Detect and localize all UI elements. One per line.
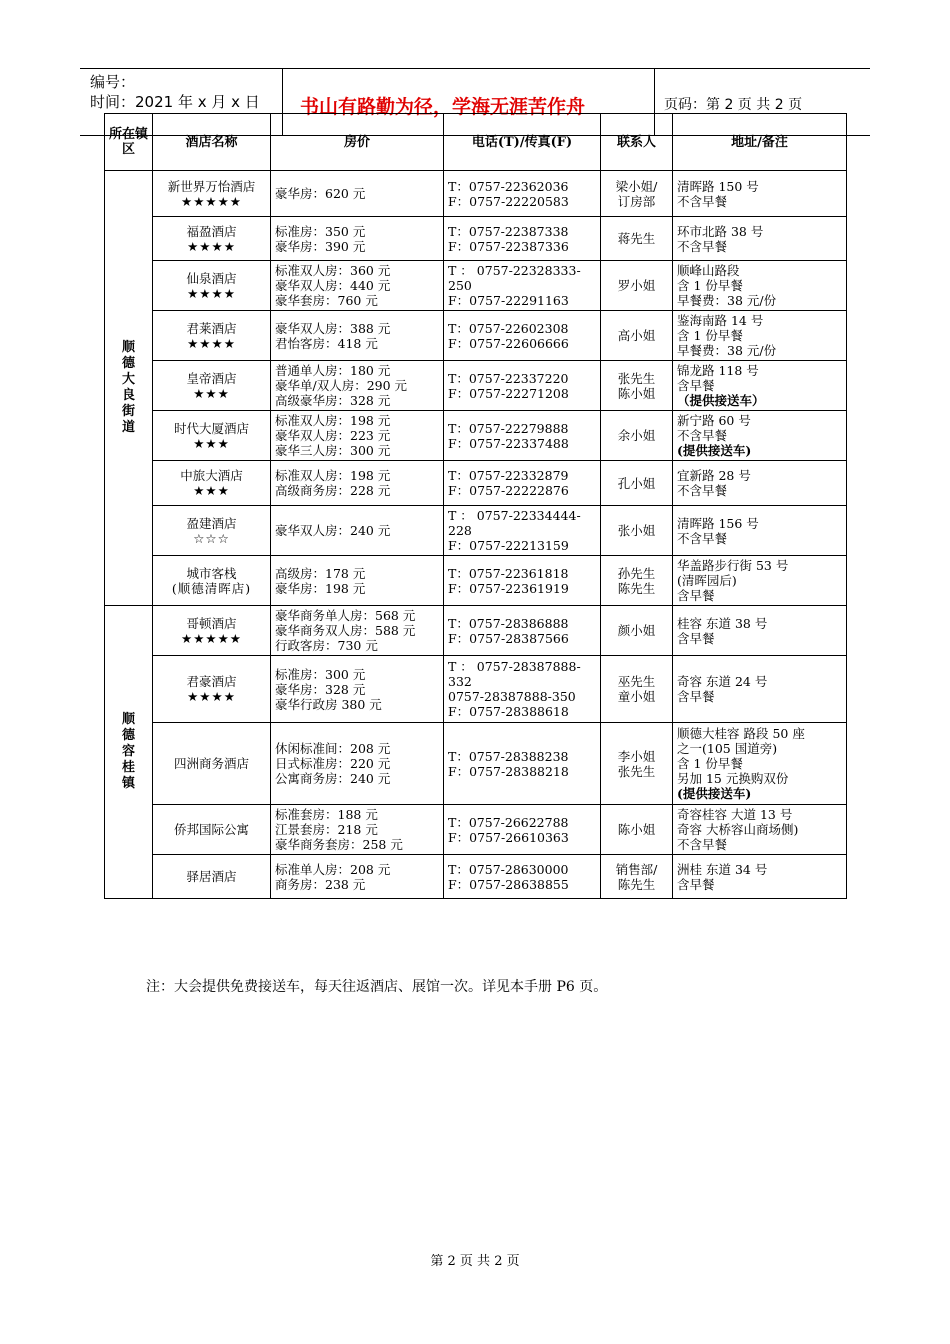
hotel-rating: ★★★ xyxy=(193,435,230,451)
cell-line: T：0757-28388238 xyxy=(448,748,569,764)
address-cell xyxy=(673,656,847,723)
contact-cell xyxy=(601,411,673,461)
cell-line: 含早餐 xyxy=(677,588,715,603)
district-char: 容 xyxy=(121,744,135,759)
hotel-name-cell xyxy=(153,461,271,506)
address-cell xyxy=(673,261,847,311)
cell-line: 另加 15 元换购双份 xyxy=(677,771,789,786)
address-cell xyxy=(673,723,847,805)
cell-line: 含早餐 xyxy=(677,876,715,892)
table-row xyxy=(105,606,847,656)
cell-line: 标准房：350 元 xyxy=(275,223,366,239)
cell-line: 洲桂 东道 34 号 xyxy=(677,861,768,877)
phone-cell xyxy=(444,171,601,217)
cell-line: 豪华双人房：388 元 xyxy=(275,320,391,336)
hotel-name-cell xyxy=(153,556,271,606)
table-body xyxy=(105,171,847,899)
table-row xyxy=(105,656,847,723)
cell-line: 公寓商务房：240 元 xyxy=(275,771,391,786)
cell-line: 顺峰山路段 xyxy=(677,263,740,278)
hotel-table xyxy=(104,113,847,899)
district-char: 街 xyxy=(121,404,135,419)
price-cell xyxy=(271,361,444,411)
cell-line: 含早餐 xyxy=(677,378,715,393)
price-cell xyxy=(271,723,444,805)
district-char: 德 xyxy=(121,728,135,743)
cell-line: F：0757-22271208 xyxy=(448,385,569,401)
cell-line: T：0757-28630000 xyxy=(448,861,569,877)
table-row xyxy=(105,461,847,506)
address-cell xyxy=(673,461,847,506)
cell-line: 豪华房：620 元 xyxy=(275,186,366,201)
hotel-name-cell xyxy=(153,171,271,217)
cell-line: 标准房：300 元 xyxy=(275,666,366,682)
district-char: 德 xyxy=(121,356,135,371)
cell-line: F：0757-22222876 xyxy=(448,483,569,498)
shuttle-note: (提供接送车) xyxy=(677,443,752,458)
contact-cell xyxy=(601,506,673,556)
cell-line: 蒋先生 xyxy=(617,231,656,246)
cell-line: 豪华房：198 元 xyxy=(275,580,366,596)
cell-line: T：0757-28386888 xyxy=(448,615,569,631)
table-header-row xyxy=(105,114,847,171)
cell-line: 不含早餐 xyxy=(677,530,728,546)
price-cell xyxy=(271,311,444,361)
hotel-rating: ★★★★ xyxy=(187,238,236,254)
cell-line: 梁小姐/ xyxy=(615,178,658,194)
cell-line: 巫先生 xyxy=(617,674,656,689)
hotel-name: 福盈酒店 xyxy=(186,223,237,239)
column-header: 房价 xyxy=(271,114,444,171)
price-cell xyxy=(271,656,444,723)
hotel-name-cell xyxy=(153,606,271,656)
cell-line: 江景套房：218 元 xyxy=(275,822,378,837)
cell-line: 休闲标准间：208 元 xyxy=(275,741,391,756)
hotel-rating: ☆☆☆ xyxy=(193,530,230,546)
address-cell xyxy=(673,855,847,899)
column-header: 联系人 xyxy=(601,114,673,171)
cell-line: 0757-28387888-350 xyxy=(448,689,576,704)
hotel-rating: ★★★★ xyxy=(187,335,236,351)
phone-cell xyxy=(444,606,601,656)
cell-line: T ： 0757-22328333- xyxy=(448,263,581,278)
cell-line: 高级豪华房：328 元 xyxy=(275,393,391,408)
cell-line: F：0757-22606666 xyxy=(448,335,569,351)
table-row xyxy=(105,311,847,361)
address-cell xyxy=(673,311,847,361)
contact-cell xyxy=(601,217,673,261)
cell-line: 颜小姐 xyxy=(617,623,656,638)
district-char: 镇 xyxy=(121,776,135,791)
cell-line: 228 xyxy=(448,523,472,538)
hotel-name: 哥顿酒店 xyxy=(186,615,237,631)
cell-line: 豪华商务单人房：568 元 xyxy=(275,608,416,623)
cell-line: 标准双人房：198 元 xyxy=(275,468,391,483)
hotel-name: 君豪酒店 xyxy=(186,674,237,689)
cell-line: 环市北路 38 号 xyxy=(677,223,764,239)
price-cell xyxy=(271,556,444,606)
column-header: 电话(T)/传真(F) xyxy=(444,114,601,171)
cell-line: 豪华三人房：300 元 xyxy=(275,443,391,458)
phone-cell xyxy=(444,506,601,556)
hotel-name: 驿居酒店 xyxy=(186,869,237,884)
contact-cell xyxy=(601,261,673,311)
cell-line: T：0757-22337220 xyxy=(448,370,569,386)
table-row xyxy=(105,805,847,855)
table-row xyxy=(105,855,847,899)
district-char: 顺 xyxy=(121,340,135,355)
cell-line: T ： 0757-28387888- xyxy=(448,659,581,674)
cell-line: F：0757-28638855 xyxy=(448,876,569,892)
contact-cell xyxy=(601,723,673,805)
cell-line: 订房部 xyxy=(617,193,656,209)
cell-line: 含早餐 xyxy=(677,630,715,646)
hotel-name-cell xyxy=(153,361,271,411)
hotel-name-cell xyxy=(153,261,271,311)
district-char: 顺 xyxy=(121,712,135,727)
cell-line: 332 xyxy=(448,674,472,689)
cell-line: 日式标准房：220 元 xyxy=(275,756,391,771)
table-row xyxy=(105,361,847,411)
cell-line: 高级房：178 元 xyxy=(275,565,366,581)
cell-line: T：0757-22362036 xyxy=(448,178,569,194)
address-cell xyxy=(673,217,847,261)
shuttle-note: （提供接送车） xyxy=(677,393,765,408)
cell-line: (清晖园后) xyxy=(677,573,737,588)
cell-line: 之一(105 国道旁) xyxy=(677,741,778,756)
hotel-name-cell xyxy=(153,855,271,899)
phone-cell xyxy=(444,805,601,855)
address-cell xyxy=(673,171,847,217)
cell-line: 豪华双人房：223 元 xyxy=(275,428,391,443)
cell-line: 早餐费：38 元/份 xyxy=(677,343,777,358)
address-cell xyxy=(673,411,847,461)
price-cell xyxy=(271,217,444,261)
price-cell xyxy=(271,461,444,506)
cell-line: 豪华商务双人房：588 元 xyxy=(275,623,416,638)
district-char: 良 xyxy=(121,388,135,403)
cell-line: T：0757-22279888 xyxy=(448,420,569,436)
cell-line: F：0757-22387336 xyxy=(448,238,569,254)
footnote: 注：大会提供免费接送车，每天往返酒店、展馆一次。详见本手册 P6 页。 xyxy=(146,979,608,995)
hotel-name-cell xyxy=(153,805,271,855)
cell-line: 孙先生 xyxy=(617,565,656,581)
cell-line: 含 1 份早餐 xyxy=(677,756,743,771)
cell-line: 标准双人房：198 元 xyxy=(275,413,391,428)
cell-line: 标准双人房：360 元 xyxy=(275,263,391,278)
cell-line: 孔小姐 xyxy=(617,475,656,491)
hotel-name: 皇帝酒店 xyxy=(186,370,237,386)
contact-cell xyxy=(601,606,673,656)
cell-line: 行政客房：730 元 xyxy=(275,638,378,653)
cell-line: 豪华双人房：240 元 xyxy=(275,523,391,538)
contact-cell xyxy=(601,656,673,723)
district-char: 大 xyxy=(121,372,135,387)
cell-line: 不含早餐 xyxy=(677,483,728,498)
cell-line: 含 1 份早餐 xyxy=(677,278,743,293)
cell-line: 清晖路 156 号 xyxy=(677,515,759,531)
cell-line: 童小姐 xyxy=(617,689,656,704)
table-row xyxy=(105,506,847,556)
cell-line: 李小姐 xyxy=(617,748,656,764)
cell-line: 含早餐 xyxy=(677,689,715,704)
hotel-rating: ★★★ xyxy=(193,483,230,498)
cell-line: T：0757-22332879 xyxy=(448,468,569,483)
cell-line: 不含早餐 xyxy=(677,837,728,852)
contact-cell xyxy=(601,311,673,361)
phone-cell xyxy=(444,361,601,411)
hotel-name: 仙泉酒店 xyxy=(186,270,237,286)
table-row xyxy=(105,556,847,606)
cell-line: F：0757-22213159 xyxy=(448,538,569,553)
hotel-name: 中旅大酒店 xyxy=(180,468,243,483)
price-cell xyxy=(271,411,444,461)
phone-cell xyxy=(444,723,601,805)
hotel-rating: ★★★★★ xyxy=(180,193,243,209)
header-motto: 书山有路勤为径，学海无涯苦作舟 xyxy=(300,96,586,118)
hotel-rating: ★★★★ xyxy=(187,285,236,301)
cell-line: 250 xyxy=(448,278,472,293)
cell-line: F：0757-28387566 xyxy=(448,630,569,646)
district-cell xyxy=(105,606,153,899)
contact-cell xyxy=(601,805,673,855)
cell-line: 豪华双人房：440 元 xyxy=(275,278,391,293)
hotel-rating: ★★★★ xyxy=(187,689,236,704)
page-footer: 第 2 页 共 2 页 xyxy=(430,1254,520,1269)
price-cell xyxy=(271,855,444,899)
cell-line: 标准套房：188 元 xyxy=(275,807,378,822)
cell-line: 销售部/ xyxy=(615,861,658,877)
cell-line: F：0757-26610363 xyxy=(448,829,569,845)
header-page-info: 页码：第 2 页 共 2 页 xyxy=(664,97,803,113)
address-cell xyxy=(673,606,847,656)
cell-line: T：0757-22602308 xyxy=(448,320,569,336)
cell-line: 不含早餐 xyxy=(677,428,728,443)
cell-line: T ： 0757-22334444- xyxy=(448,508,581,523)
cell-line: F：0757-22337488 xyxy=(448,435,569,451)
cell-line: 陈先生 xyxy=(617,580,656,596)
phone-cell xyxy=(444,855,601,899)
phone-cell xyxy=(444,261,601,311)
price-cell xyxy=(271,606,444,656)
cell-line: 罗小姐 xyxy=(617,278,656,293)
hotel-rating: ★★★★★ xyxy=(180,630,243,646)
column-header: 所在镇区 xyxy=(105,114,153,171)
column-header: 酒店名称 xyxy=(153,114,271,171)
cell-line: 张先生 xyxy=(617,370,656,386)
hotel-name-cell xyxy=(153,656,271,723)
cell-line: 新宁路 60 号 xyxy=(677,413,751,428)
cell-line: 奇容 东道 24 号 xyxy=(677,674,768,689)
cell-line: 豪华房：328 元 xyxy=(275,681,366,697)
cell-line: 豪华单/双人房：290 元 xyxy=(275,378,408,393)
cell-line: 奇容 大桥容山商场侧) xyxy=(677,822,799,837)
table-row xyxy=(105,171,847,217)
cell-line: 陈小姐 xyxy=(617,385,656,401)
hotel-name-cell xyxy=(153,311,271,361)
table-row xyxy=(105,723,847,805)
cell-line: 豪华房：390 元 xyxy=(275,238,366,254)
price-cell xyxy=(271,261,444,311)
phone-cell xyxy=(444,217,601,261)
district-char: 桂 xyxy=(121,760,135,775)
cell-line: 顺德大桂容 路段 50 座 xyxy=(677,726,805,741)
phone-cell xyxy=(444,461,601,506)
address-cell xyxy=(673,556,847,606)
hotel-name-cell xyxy=(153,723,271,805)
shuttle-note: (提供接送车) xyxy=(677,786,752,801)
cell-line: F：0757-28388618 xyxy=(448,704,569,719)
hotel-name: 新世界万怡酒店 xyxy=(167,178,256,194)
cell-line: 宜新路 28 号 xyxy=(677,468,751,483)
cell-line: 豪华套房：760 元 xyxy=(275,293,378,308)
table-row xyxy=(105,411,847,461)
cell-line: T：0757-26622788 xyxy=(448,814,569,830)
contact-cell xyxy=(601,361,673,411)
phone-cell xyxy=(444,311,601,361)
cell-line: F：0757-22220583 xyxy=(448,193,569,209)
cell-line: 标准单人房：208 元 xyxy=(275,861,391,877)
cell-line: 锦龙路 118 号 xyxy=(677,363,759,378)
cell-line: 张先生 xyxy=(617,763,656,779)
cell-line: 余小姐 xyxy=(617,428,656,443)
hotel-name-cell xyxy=(153,506,271,556)
cell-line: 陈小姐 xyxy=(617,822,656,837)
hotel-name: 盈建酒店 xyxy=(186,515,237,531)
phone-cell xyxy=(444,556,601,606)
hotel-name: 君莱酒店 xyxy=(186,320,237,336)
cell-line: 桂容 东道 38 号 xyxy=(677,615,768,631)
cell-line: 早餐费：38 元/份 xyxy=(677,293,777,308)
cell-line: 张小姐 xyxy=(617,523,656,538)
cell-line: F：0757-22291163 xyxy=(448,293,569,308)
cell-line: 陈先生 xyxy=(617,876,656,892)
cell-line: F：0757-28388218 xyxy=(448,763,569,779)
hotel-name-cell xyxy=(153,217,271,261)
phone-cell xyxy=(444,656,601,723)
hotel-name-cell xyxy=(153,411,271,461)
cell-line: 豪华商务套房：258 元 xyxy=(275,837,403,852)
price-cell xyxy=(271,171,444,217)
cell-line: 高级商务房：228 元 xyxy=(275,483,391,498)
cell-line: 奇容桂容 大道 13 号 xyxy=(677,807,793,822)
phone-cell xyxy=(444,411,601,461)
contact-cell xyxy=(601,556,673,606)
address-cell xyxy=(673,361,847,411)
table-row xyxy=(105,217,847,261)
table-row xyxy=(105,261,847,311)
hotel-name: 四洲商务酒店 xyxy=(173,756,249,771)
document-date: 时间：2021 年 x 月 x 日 xyxy=(90,93,260,111)
cell-line: 不含早餐 xyxy=(677,238,728,254)
cell-line: 华盖路步行街 53 号 xyxy=(677,558,789,573)
price-cell xyxy=(271,805,444,855)
header-meta xyxy=(90,72,260,112)
cell-line: 君怡客房：418 元 xyxy=(275,335,378,351)
cell-line: 普通单人房：180 元 xyxy=(275,363,391,378)
contact-cell xyxy=(601,855,673,899)
cell-line: 不含早餐 xyxy=(677,193,728,209)
cell-line: 清晖路 150 号 xyxy=(677,178,759,194)
district-char: 道 xyxy=(121,420,135,435)
hotel-name: 侨邦国际公寓 xyxy=(173,822,249,837)
column-header: 地址/备注 xyxy=(673,114,847,171)
cell-line: 商务房：238 元 xyxy=(275,876,366,892)
address-cell xyxy=(673,805,847,855)
price-cell xyxy=(271,506,444,556)
hotel-rating: (顺德清晖店) xyxy=(171,580,252,596)
contact-cell xyxy=(601,461,673,506)
cell-line: T：0757-22361818 xyxy=(448,565,569,581)
hotel-name: 时代大厦酒店 xyxy=(173,420,249,436)
address-cell xyxy=(673,506,847,556)
cell-line: T：0757-22387338 xyxy=(448,223,569,239)
contact-cell xyxy=(601,171,673,217)
district-cell xyxy=(105,171,153,606)
cell-line: 豪华行政房 380 元 xyxy=(275,696,382,712)
document-number: 编号： xyxy=(90,73,136,91)
cell-line: F：0757-22361919 xyxy=(448,580,569,596)
header-top-line xyxy=(80,68,870,69)
cell-line: 含 1 份早餐 xyxy=(677,328,743,343)
cell-line: 高小姐 xyxy=(617,328,656,343)
hotel-name: 城市客栈 xyxy=(186,565,237,581)
cell-line: 鉴海南路 14 号 xyxy=(677,313,764,328)
hotel-rating: ★★★ xyxy=(193,385,230,401)
